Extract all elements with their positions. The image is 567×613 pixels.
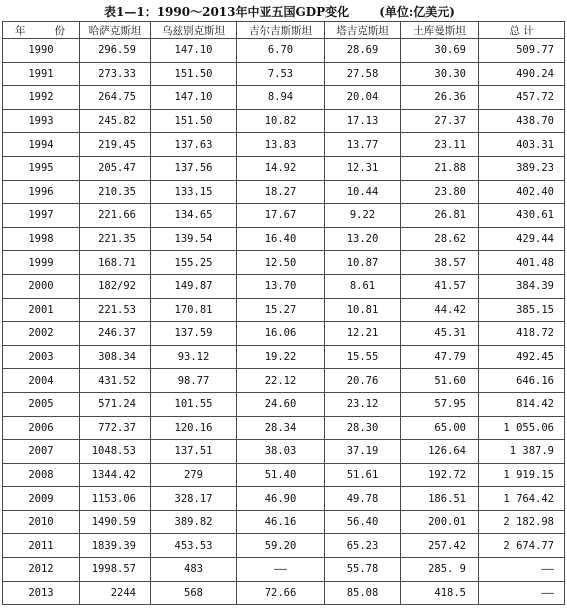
cell-total: ——: [479, 581, 565, 605]
cell-uzbekistan: 149.87: [151, 274, 237, 298]
header-year: [3, 22, 80, 39]
cell-tajikistan: 49.78: [325, 487, 401, 511]
cell-year: 2004: [3, 369, 80, 393]
cell-year: 1995: [3, 156, 80, 180]
cell-turkmenistan: 27.37: [401, 109, 479, 133]
cell-uzbekistan: 453.53: [151, 534, 237, 558]
cell-uzbekistan: 279: [151, 463, 237, 487]
cell-turkmenistan: 51.60: [401, 369, 479, 393]
cell-turkmenistan: 126.64: [401, 440, 479, 464]
cell-year: 2008: [3, 463, 80, 487]
cell-tajikistan: 10.44: [325, 180, 401, 204]
cell-kyrgyzstan: 28.34: [237, 416, 325, 440]
cell-kyrgyzstan: 19.22: [237, 345, 325, 369]
cell-kyrgyzstan: 10.82: [237, 109, 325, 133]
cell-total: 1 764.42: [479, 487, 565, 511]
cell-year: 1990: [3, 39, 80, 63]
cell-year: 1999: [3, 251, 80, 275]
table-row: [3, 274, 565, 298]
cell-kyrgyzstan: 38.03: [237, 440, 325, 464]
cell-year: 1993: [3, 109, 80, 133]
cell-total: 509.77: [479, 39, 565, 63]
table-title: 表1—1：1990～2013年中亚五国GDP变化: [104, 5, 350, 19]
cell-year: 1996: [3, 180, 80, 204]
table-row: [3, 109, 565, 133]
table-row: [3, 133, 565, 157]
cell-tajikistan: 28.69: [325, 39, 401, 63]
cell-uzbekistan: 98.77: [151, 369, 237, 393]
cell-kazakhstan: 296.59: [80, 39, 151, 63]
cell-year: 2012: [3, 558, 80, 582]
cell-year: 2005: [3, 392, 80, 416]
cell-turkmenistan: 192.72: [401, 463, 479, 487]
cell-tajikistan: 27.58: [325, 62, 401, 86]
cell-year: 2011: [3, 534, 80, 558]
cell-kazakhstan: 168.71: [80, 251, 151, 275]
cell-kazakhstan: 205.47: [80, 156, 151, 180]
cell-kazakhstan: 221.35: [80, 227, 151, 251]
cell-uzbekistan: 137.51: [151, 440, 237, 464]
cell-total: 2 674.77: [479, 534, 565, 558]
cell-total: 418.72: [479, 322, 565, 346]
cell-kyrgyzstan: 13.70: [237, 274, 325, 298]
cell-uzbekistan: 568: [151, 581, 237, 605]
table-row: [3, 180, 565, 204]
cell-kazakhstan: 1839.39: [80, 534, 151, 558]
cell-kyrgyzstan: 14.92: [237, 156, 325, 180]
cell-turkmenistan: 28.62: [401, 227, 479, 251]
cell-tajikistan: 85.08: [325, 581, 401, 605]
cell-uzbekistan: 170.81: [151, 298, 237, 322]
cell-total: 389.23: [479, 156, 565, 180]
cell-kazakhstan: 772.37: [80, 416, 151, 440]
table-row: [3, 440, 565, 464]
table-row: [3, 345, 565, 369]
title-row: [2, 2, 565, 21]
cell-uzbekistan: 147.10: [151, 86, 237, 110]
table-row: [3, 298, 565, 322]
cell-year: 2006: [3, 416, 80, 440]
cell-tajikistan: 10.87: [325, 251, 401, 275]
cell-year: 1991: [3, 62, 80, 86]
cell-turkmenistan: 23.80: [401, 180, 479, 204]
cell-kazakhstan: 1153.06: [80, 487, 151, 511]
cell-tajikistan: 56.40: [325, 510, 401, 534]
cell-kyrgyzstan: 17.67: [237, 204, 325, 228]
cell-tajikistan: 12.21: [325, 322, 401, 346]
cell-kazakhstan: 264.75: [80, 86, 151, 110]
cell-uzbekistan: 137.59: [151, 322, 237, 346]
gdp-table: [2, 21, 565, 605]
cell-kazakhstan: 221.53: [80, 298, 151, 322]
cell-kyrgyzstan: 7.53: [237, 62, 325, 86]
cell-tajikistan: 13.77: [325, 133, 401, 157]
table-row: [3, 463, 565, 487]
cell-tajikistan: 10.81: [325, 298, 401, 322]
cell-turkmenistan: 44.42: [401, 298, 479, 322]
cell-turkmenistan: 45.31: [401, 322, 479, 346]
cell-uzbekistan: 134.65: [151, 204, 237, 228]
cell-kyrgyzstan: 59.20: [237, 534, 325, 558]
cell-kazakhstan: 431.52: [80, 369, 151, 393]
cell-uzbekistan: 151.50: [151, 62, 237, 86]
cell-turkmenistan: 257.42: [401, 534, 479, 558]
table-row: [3, 581, 565, 605]
cell-total: 646.16: [479, 369, 565, 393]
table-row: [3, 322, 565, 346]
cell-tajikistan: 55.78: [325, 558, 401, 582]
cell-total: 385.15: [479, 298, 565, 322]
table-row: [3, 416, 565, 440]
cell-kazakhstan: 245.82: [80, 109, 151, 133]
header-kyrgyzstan: 吉尔吉斯斯坦: [237, 22, 325, 39]
cell-kyrgyzstan: ——: [237, 558, 325, 582]
cell-tajikistan: 12.31: [325, 156, 401, 180]
cell-kyrgyzstan: 16.06: [237, 322, 325, 346]
cell-year: 2007: [3, 440, 80, 464]
cell-year: 2000: [3, 274, 80, 298]
cell-tajikistan: 9.22: [325, 204, 401, 228]
cell-turkmenistan: 285. 9: [401, 558, 479, 582]
cell-kyrgyzstan: 24.60: [237, 392, 325, 416]
cell-kazakhstan: 1490.59: [80, 510, 151, 534]
table-row: [3, 204, 565, 228]
cell-total: 402.40: [479, 180, 565, 204]
cell-turkmenistan: 41.57: [401, 274, 479, 298]
table-row: [3, 369, 565, 393]
cell-turkmenistan: 21.88: [401, 156, 479, 180]
cell-year: 2009: [3, 487, 80, 511]
header-total: 总 计: [479, 22, 565, 39]
cell-tajikistan: 17.13: [325, 109, 401, 133]
cell-year: 2010: [3, 510, 80, 534]
cell-total: 430.61: [479, 204, 565, 228]
cell-uzbekistan: 483: [151, 558, 237, 582]
table-row: [3, 62, 565, 86]
table-header: [3, 22, 565, 39]
cell-uzbekistan: 137.56: [151, 156, 237, 180]
cell-turkmenistan: 186.51: [401, 487, 479, 511]
cell-total: 814.42: [479, 392, 565, 416]
cell-year: 1994: [3, 133, 80, 157]
table-row: [3, 558, 565, 582]
cell-kazakhstan: 308.34: [80, 345, 151, 369]
table-row: [3, 392, 565, 416]
cell-tajikistan: 28.30: [325, 416, 401, 440]
cell-year: 2002: [3, 322, 80, 346]
cell-total: 429.44: [479, 227, 565, 251]
cell-turkmenistan: 200.01: [401, 510, 479, 534]
cell-total: 1 055.06: [479, 416, 565, 440]
cell-kazakhstan: 273.33: [80, 62, 151, 86]
cell-uzbekistan: 101.55: [151, 392, 237, 416]
table-body: [3, 39, 565, 605]
cell-turkmenistan: 38.57: [401, 251, 479, 275]
cell-tajikistan: 20.04: [325, 86, 401, 110]
cell-total: 2 182.98: [479, 510, 565, 534]
cell-year: 1997: [3, 204, 80, 228]
cell-tajikistan: 8.61: [325, 274, 401, 298]
cell-kazakhstan: 221.66: [80, 204, 151, 228]
header-tajikistan: 塔吉克斯坦: [325, 22, 401, 39]
cell-uzbekistan: 151.50: [151, 109, 237, 133]
cell-kyrgyzstan: 18.27: [237, 180, 325, 204]
cell-tajikistan: 51.61: [325, 463, 401, 487]
table-row: [3, 510, 565, 534]
header-turkmenistan: 土库曼斯坦: [401, 22, 479, 39]
cell-uzbekistan: 133.15: [151, 180, 237, 204]
cell-year: 1992: [3, 86, 80, 110]
table-row: [3, 39, 565, 63]
cell-turkmenistan: 26.81: [401, 204, 479, 228]
cell-tajikistan: 20.76: [325, 369, 401, 393]
cell-kyrgyzstan: 8.94: [237, 86, 325, 110]
header-year-label: 年 份: [15, 24, 65, 37]
cell-tajikistan: 37.19: [325, 440, 401, 464]
cell-total: 401.48: [479, 251, 565, 275]
cell-kyrgyzstan: 46.16: [237, 510, 325, 534]
cell-year: 2001: [3, 298, 80, 322]
table-row: [3, 156, 565, 180]
cell-kyrgyzstan: 16.40: [237, 227, 325, 251]
cell-year: 2013: [3, 581, 80, 605]
cell-turkmenistan: 30.69: [401, 39, 479, 63]
cell-total: 1 387.9: [479, 440, 565, 464]
cell-kazakhstan: 1998.57: [80, 558, 151, 582]
cell-uzbekistan: 120.16: [151, 416, 237, 440]
cell-kazakhstan: 571.24: [80, 392, 151, 416]
cell-total: 457.72: [479, 86, 565, 110]
cell-kazakhstan: 246.37: [80, 322, 151, 346]
cell-kyrgyzstan: 51.40: [237, 463, 325, 487]
header-row: [3, 22, 565, 39]
cell-uzbekistan: 328.17: [151, 487, 237, 511]
cell-total: 384.39: [479, 274, 565, 298]
cell-kazakhstan: 210.35: [80, 180, 151, 204]
cell-turkmenistan: 47.79: [401, 345, 479, 369]
cell-turkmenistan: 26.36: [401, 86, 479, 110]
table-row: [3, 251, 565, 275]
cell-kazakhstan: 1048.53: [80, 440, 151, 464]
cell-kyrgyzstan: 72.66: [237, 581, 325, 605]
table-row: [3, 487, 565, 511]
cell-turkmenistan: 30.30: [401, 62, 479, 86]
cell-kyrgyzstan: 6.70: [237, 39, 325, 63]
cell-kyrgyzstan: 22.12: [237, 369, 325, 393]
cell-kyrgyzstan: 46.90: [237, 487, 325, 511]
cell-uzbekistan: 139.54: [151, 227, 237, 251]
cell-kyrgyzstan: 15.27: [237, 298, 325, 322]
header-kazakhstan: 哈萨克斯坦: [80, 22, 151, 39]
unit-label: (单位:亿美元): [379, 5, 455, 19]
cell-tajikistan: 13.20: [325, 227, 401, 251]
cell-uzbekistan: 155.25: [151, 251, 237, 275]
cell-kyrgyzstan: 12.50: [237, 251, 325, 275]
cell-turkmenistan: 418.5: [401, 581, 479, 605]
cell-uzbekistan: 147.10: [151, 39, 237, 63]
cell-tajikistan: 65.23: [325, 534, 401, 558]
cell-kazakhstan: 1344.42: [80, 463, 151, 487]
cell-year: 2003: [3, 345, 80, 369]
cell-turkmenistan: 23.11: [401, 133, 479, 157]
table-row: [3, 534, 565, 558]
cell-total: 1 919.15: [479, 463, 565, 487]
header-uzbekistan: 乌兹别克斯坦: [151, 22, 237, 39]
table-row: [3, 227, 565, 251]
cell-total: 490.24: [479, 62, 565, 86]
cell-uzbekistan: 93.12: [151, 345, 237, 369]
cell-uzbekistan: 137.63: [151, 133, 237, 157]
cell-kyrgyzstan: 13.83: [237, 133, 325, 157]
cell-turkmenistan: 57.95: [401, 392, 479, 416]
cell-total: 438.70: [479, 109, 565, 133]
cell-turkmenistan: 65.00: [401, 416, 479, 440]
cell-kazakhstan: 182/92: [80, 274, 151, 298]
cell-kazakhstan: 2244: [80, 581, 151, 605]
cell-tajikistan: 15.55: [325, 345, 401, 369]
cell-total: 492.45: [479, 345, 565, 369]
table-row: [3, 86, 565, 110]
cell-kazakhstan: 219.45: [80, 133, 151, 157]
cell-tajikistan: 23.12: [325, 392, 401, 416]
cell-total: ——: [479, 558, 565, 582]
cell-year: 1998: [3, 227, 80, 251]
cell-total: 403.31: [479, 133, 565, 157]
cell-uzbekistan: 389.82: [151, 510, 237, 534]
